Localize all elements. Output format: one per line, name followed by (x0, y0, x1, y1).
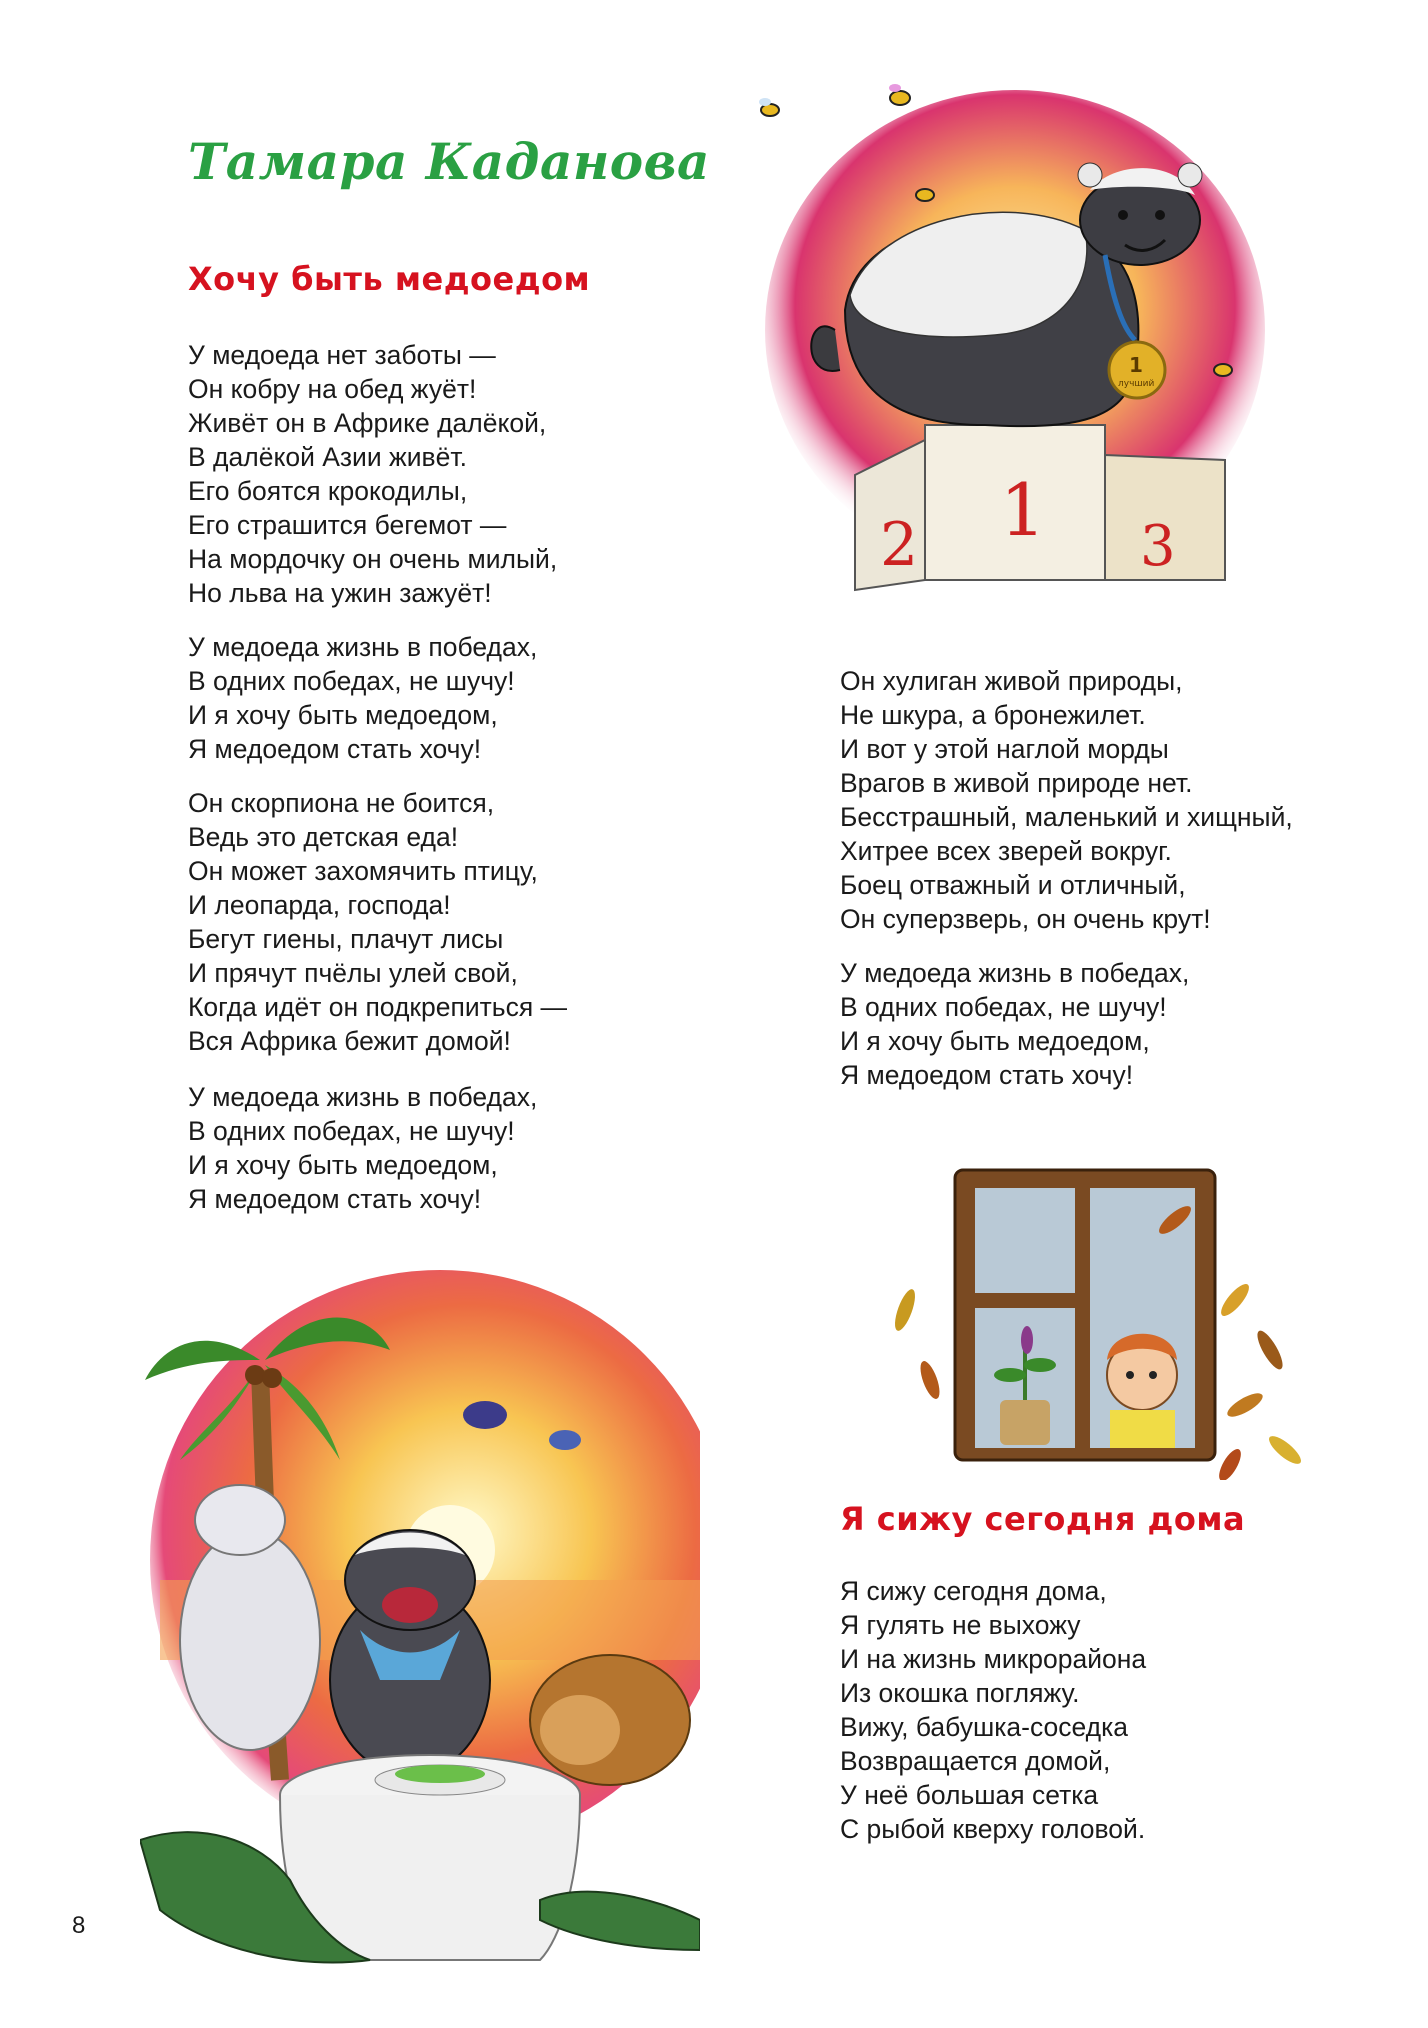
poem-title-honey-badger: Хочу быть медоедом (188, 260, 591, 298)
poem-line: На мордочку он очень милый, (188, 544, 558, 574)
podium-place-3: 3 (1140, 514, 1176, 579)
poem-line: Ведь это детская еда! (188, 822, 459, 852)
poem-line: Бегут гиены, плачут лисы (188, 924, 504, 954)
poem-line: Он хулиган живой природы, (840, 666, 1183, 696)
poem-line: Вижу, бабушка-соседка (840, 1712, 1129, 1742)
poem-line: В одних победах, не шучу! (840, 992, 1167, 1022)
poem-1-stanza-4 (188, 1080, 537, 1216)
bee-icon (916, 189, 934, 201)
poem-line: Но льва на ужин зажуёт! (188, 578, 492, 608)
poem-line: Не шкура, а бронежилет. (840, 700, 1146, 730)
poem-line: Хитрее всех зверей вокруг. (840, 836, 1172, 866)
poem-1-stanza-5 (840, 664, 1293, 936)
poem-line: В одних победах, не шучу! (188, 666, 515, 696)
poem-2-stanza-1 (840, 1574, 1146, 1846)
author-name: Тамара Каданова (188, 132, 710, 191)
bird-icon (549, 1430, 581, 1450)
poem-line: И на жизнь микрорайона (840, 1644, 1147, 1674)
poem-line: Он может захомячить птицу, (188, 856, 538, 886)
honey-badger-diner (330, 1530, 490, 1775)
poem-line: Бесстрашный, маленький и хищный, (840, 802, 1293, 832)
poem-line: У медоеда жизнь в победах, (188, 632, 538, 662)
poem-title-sitting-home: Я сижу сегодня дома (840, 1500, 1246, 1538)
boy-window-illustration (885, 1160, 1305, 1480)
poem-line: У медоеда жизнь в победах, (840, 958, 1190, 988)
poem-line: В далёкой Азии живёт. (188, 442, 467, 472)
honey-badger-podium-illustration (745, 80, 1265, 610)
poem-line: Живёт он в Африке далёкой, (188, 408, 547, 438)
poem-line: И я хочу быть медоедом, (840, 1026, 1150, 1056)
poem-line: Его страшится бегемот — (188, 510, 507, 540)
poem-line: У медоеда нет заботы — (188, 340, 496, 370)
medal-text: лучший (1118, 379, 1155, 389)
poem-line: Вся Африка бежит домой! (188, 1026, 511, 1056)
poem-line: И я хочу быть медоедом, (188, 700, 498, 730)
poem-line: Боец отважный и отличный, (840, 870, 1186, 900)
poem-line: Я сижу сегодня дома, (840, 1576, 1107, 1606)
poem-line: И леопарда, господа! (188, 890, 451, 920)
podium-place-2: 2 (880, 510, 919, 580)
poem-1-stanza-2 (188, 630, 537, 766)
dinner-scene-illustration (140, 1260, 700, 1970)
bee-icon (1214, 364, 1232, 376)
poem-line: Я медоедом стать хочу! (840, 1060, 1134, 1090)
poem-line: В одних победах, не шучу! (188, 1116, 515, 1146)
bird-icon (463, 1401, 507, 1429)
poem-line: Я медоедом стать хочу! (188, 1184, 482, 1214)
poem-line: У неё большая сетка (840, 1780, 1099, 1810)
poem-line: И вот у этой наглой морды (840, 734, 1169, 764)
poem-line: Из окошка погляжу. (840, 1678, 1080, 1708)
bee-icon (759, 98, 779, 116)
poem-line: Врагов в живой природе нет. (840, 768, 1193, 798)
poem-1-stanza-6 (840, 956, 1189, 1092)
poem-1-stanza-1 (188, 338, 557, 610)
poem-line: Он скорпиона не боится, (188, 788, 495, 818)
poem-line: С рыбой кверху головой. (840, 1814, 1146, 1844)
bee-icon (889, 84, 910, 105)
poem-line: У медоеда жизнь в победах, (188, 1082, 538, 1112)
lion-figure (530, 1655, 690, 1785)
medal-number: 1 (1129, 353, 1143, 377)
poem-line: И я хочу быть медоедом, (188, 1150, 498, 1180)
page-number: 8 (72, 1912, 86, 1939)
boy-figure (1107, 1334, 1177, 1448)
poem-line: И прячут пчёлы улей свой, (188, 958, 518, 988)
poem-line: Когда идёт он подкрепиться — (188, 992, 568, 1022)
podium-place-1: 1 (1000, 468, 1046, 552)
poem-line: Его боятся крокодилы, (188, 476, 468, 506)
poem-line: Я гулять не выхожу (840, 1610, 1081, 1640)
poem-1-stanza-3 (188, 786, 567, 1058)
poem-line: Я медоедом стать хочу! (188, 734, 482, 764)
poem-line: Он кобру на обед жуёт! (188, 374, 477, 404)
poem-line: Возвращается домой, (840, 1746, 1111, 1776)
poem-line: Он суперзверь, он очень крут! (840, 904, 1211, 934)
